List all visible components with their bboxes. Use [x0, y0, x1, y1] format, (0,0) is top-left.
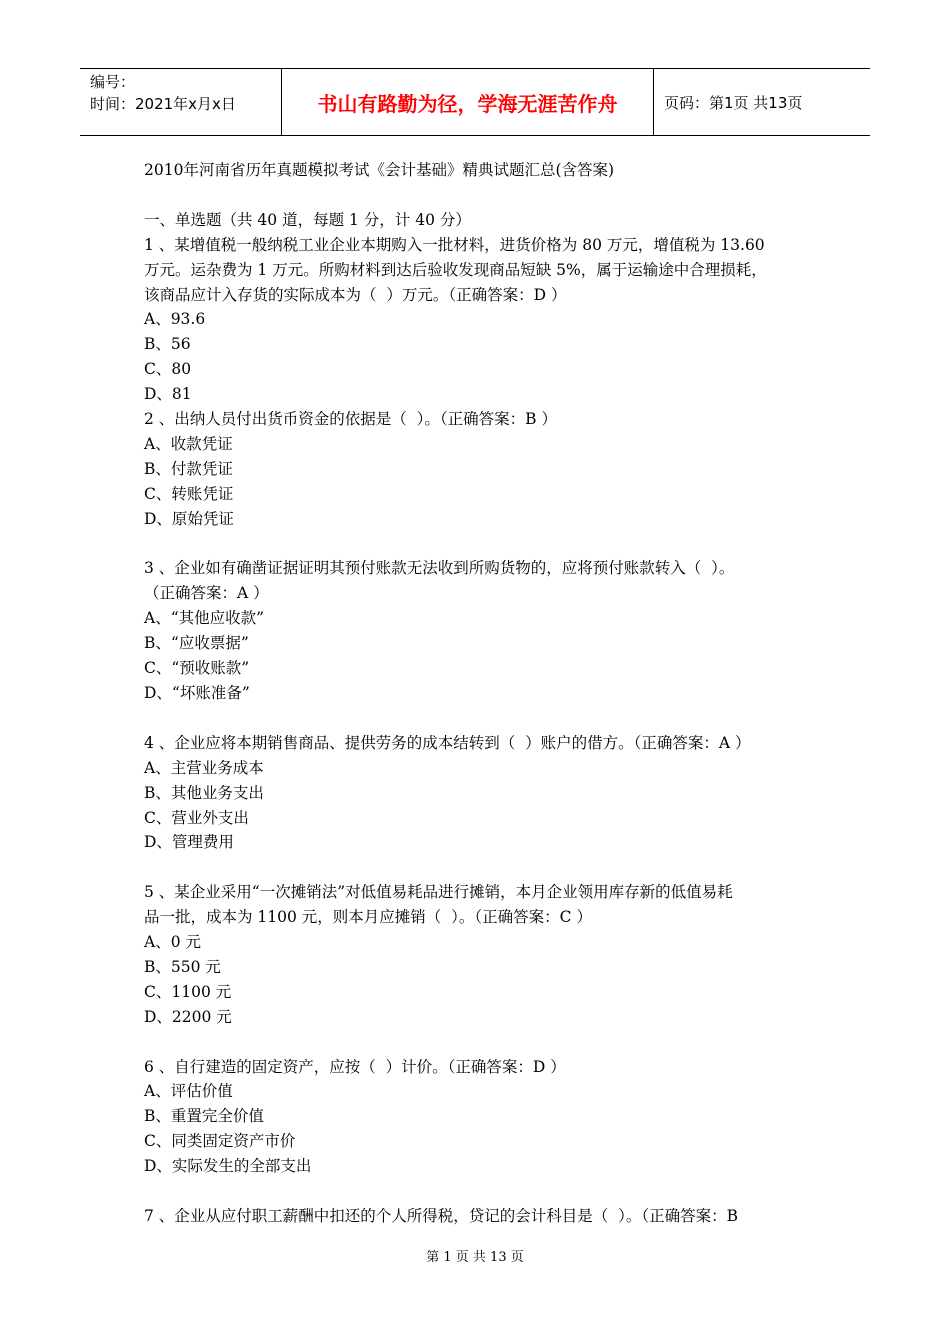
question-item	[144, 1204, 814, 1229]
header-meta	[80, 69, 282, 135]
answer-option: B、“应收票据”	[144, 634, 249, 653]
question-item	[144, 233, 814, 407]
question-text-line: 该商品应计入存货的实际成本为（ ）万元。（正确答案：D ）	[144, 285, 567, 304]
answer-option: D、实际发生的全部支出	[144, 1157, 312, 1176]
page-footer: 第 1 页 共 13 页	[426, 1250, 524, 1265]
answer-option: C、营业外支出	[144, 808, 249, 827]
question-text-line: 品一批，成本为 1100 元，则本月应摊销（ ）。（正确答案：C ）	[144, 908, 592, 927]
answer-option: C、转账凭证	[144, 484, 234, 503]
question-text-line: （正确答案：A ）	[144, 584, 269, 603]
answer-option: B、其他业务支出	[144, 783, 264, 802]
question-list	[144, 233, 814, 1229]
answer-option: C、80	[144, 360, 192, 379]
question-text-line: 5 、某企业采用“一次摊销法”对低值易耗品进行摊销，本月企业领用库存新的低值易耗	[144, 883, 733, 902]
question-item	[144, 556, 814, 705]
document-title: 2010年河南省历年真题模拟考试《会计基础》精典试题汇总(含答案)	[144, 161, 615, 179]
answer-option: A、收款凭证	[144, 434, 233, 453]
question-text-line: 2 、出纳人员付出货币资金的依据是（ ）。（正确答案：B ）	[144, 410, 557, 429]
question-text-line: 万元。运杂费为 1 万元。所购材料到达后验收发现商品短缺 5%，属于运输途中合理损耗，	[144, 260, 767, 279]
answer-option: A、“其他应收款”	[144, 609, 265, 628]
answer-option: B、付款凭证	[144, 459, 233, 478]
header-motto-cell	[282, 69, 654, 135]
answer-option: D、管理费用	[144, 833, 234, 852]
answer-option: B、56	[144, 335, 191, 354]
answer-option: C、“预收账款”	[144, 659, 250, 678]
answer-option: B、550 元	[144, 957, 221, 976]
question-item	[144, 407, 814, 532]
question-text-line: 1 、某增值税一般纳税工业企业本期购入一批材料，进货价格为 80 万元，增值税为 13.60	[144, 235, 765, 254]
page-header	[80, 68, 870, 136]
answer-option: A、93.6	[144, 310, 206, 329]
question-text-line: 3 、企业如有确凿证据证明其预付账款无法收到所购货物的，应将预付账款转入（ ）。	[144, 559, 735, 578]
answer-option: D、2200 元	[144, 1007, 232, 1026]
header-motto: 书山有路勤为径，学海无涯苦作舟	[317, 91, 618, 116]
question-item	[144, 731, 814, 856]
document-number-label: 编号：	[90, 73, 136, 91]
answer-option: D、原始凭证	[144, 509, 234, 528]
answer-option: A、评估价值	[144, 1082, 233, 1101]
question-text-line: 4 、企业应将本期销售商品、提供劳务的成本结转到（ ）账户的借方。（正确答案：A ）	[144, 733, 751, 752]
question-text-line: 7 、企业从应付职工薪酬中扣还的个人所得税，贷记的会计科目是（ ）。（正确答案：B	[144, 1206, 739, 1225]
answer-option: D、“坏账准备”	[144, 684, 250, 702]
answer-option: A、主营业务成本	[144, 758, 264, 777]
document-time-label: 时间：2021年x月x日	[90, 95, 236, 113]
question-item	[144, 880, 814, 1029]
header-page-info: 页码：第1页 共13页	[664, 93, 803, 112]
question-item	[144, 1055, 814, 1180]
answer-option: B、重置完全价值	[144, 1107, 264, 1126]
document-body	[144, 158, 814, 1229]
answer-option: C、同类固定资产市价	[144, 1132, 296, 1151]
section-heading: 一、单选题（共 40 道，每题 1 分，计 40 分）	[144, 210, 471, 229]
answer-option: A、0 元	[144, 933, 201, 952]
answer-option: D、81	[144, 385, 192, 404]
answer-option: C、1100 元	[144, 982, 232, 1001]
question-text-line: 6 、自行建造的固定资产，应按（ ）计价。（正确答案：D ）	[144, 1057, 566, 1076]
